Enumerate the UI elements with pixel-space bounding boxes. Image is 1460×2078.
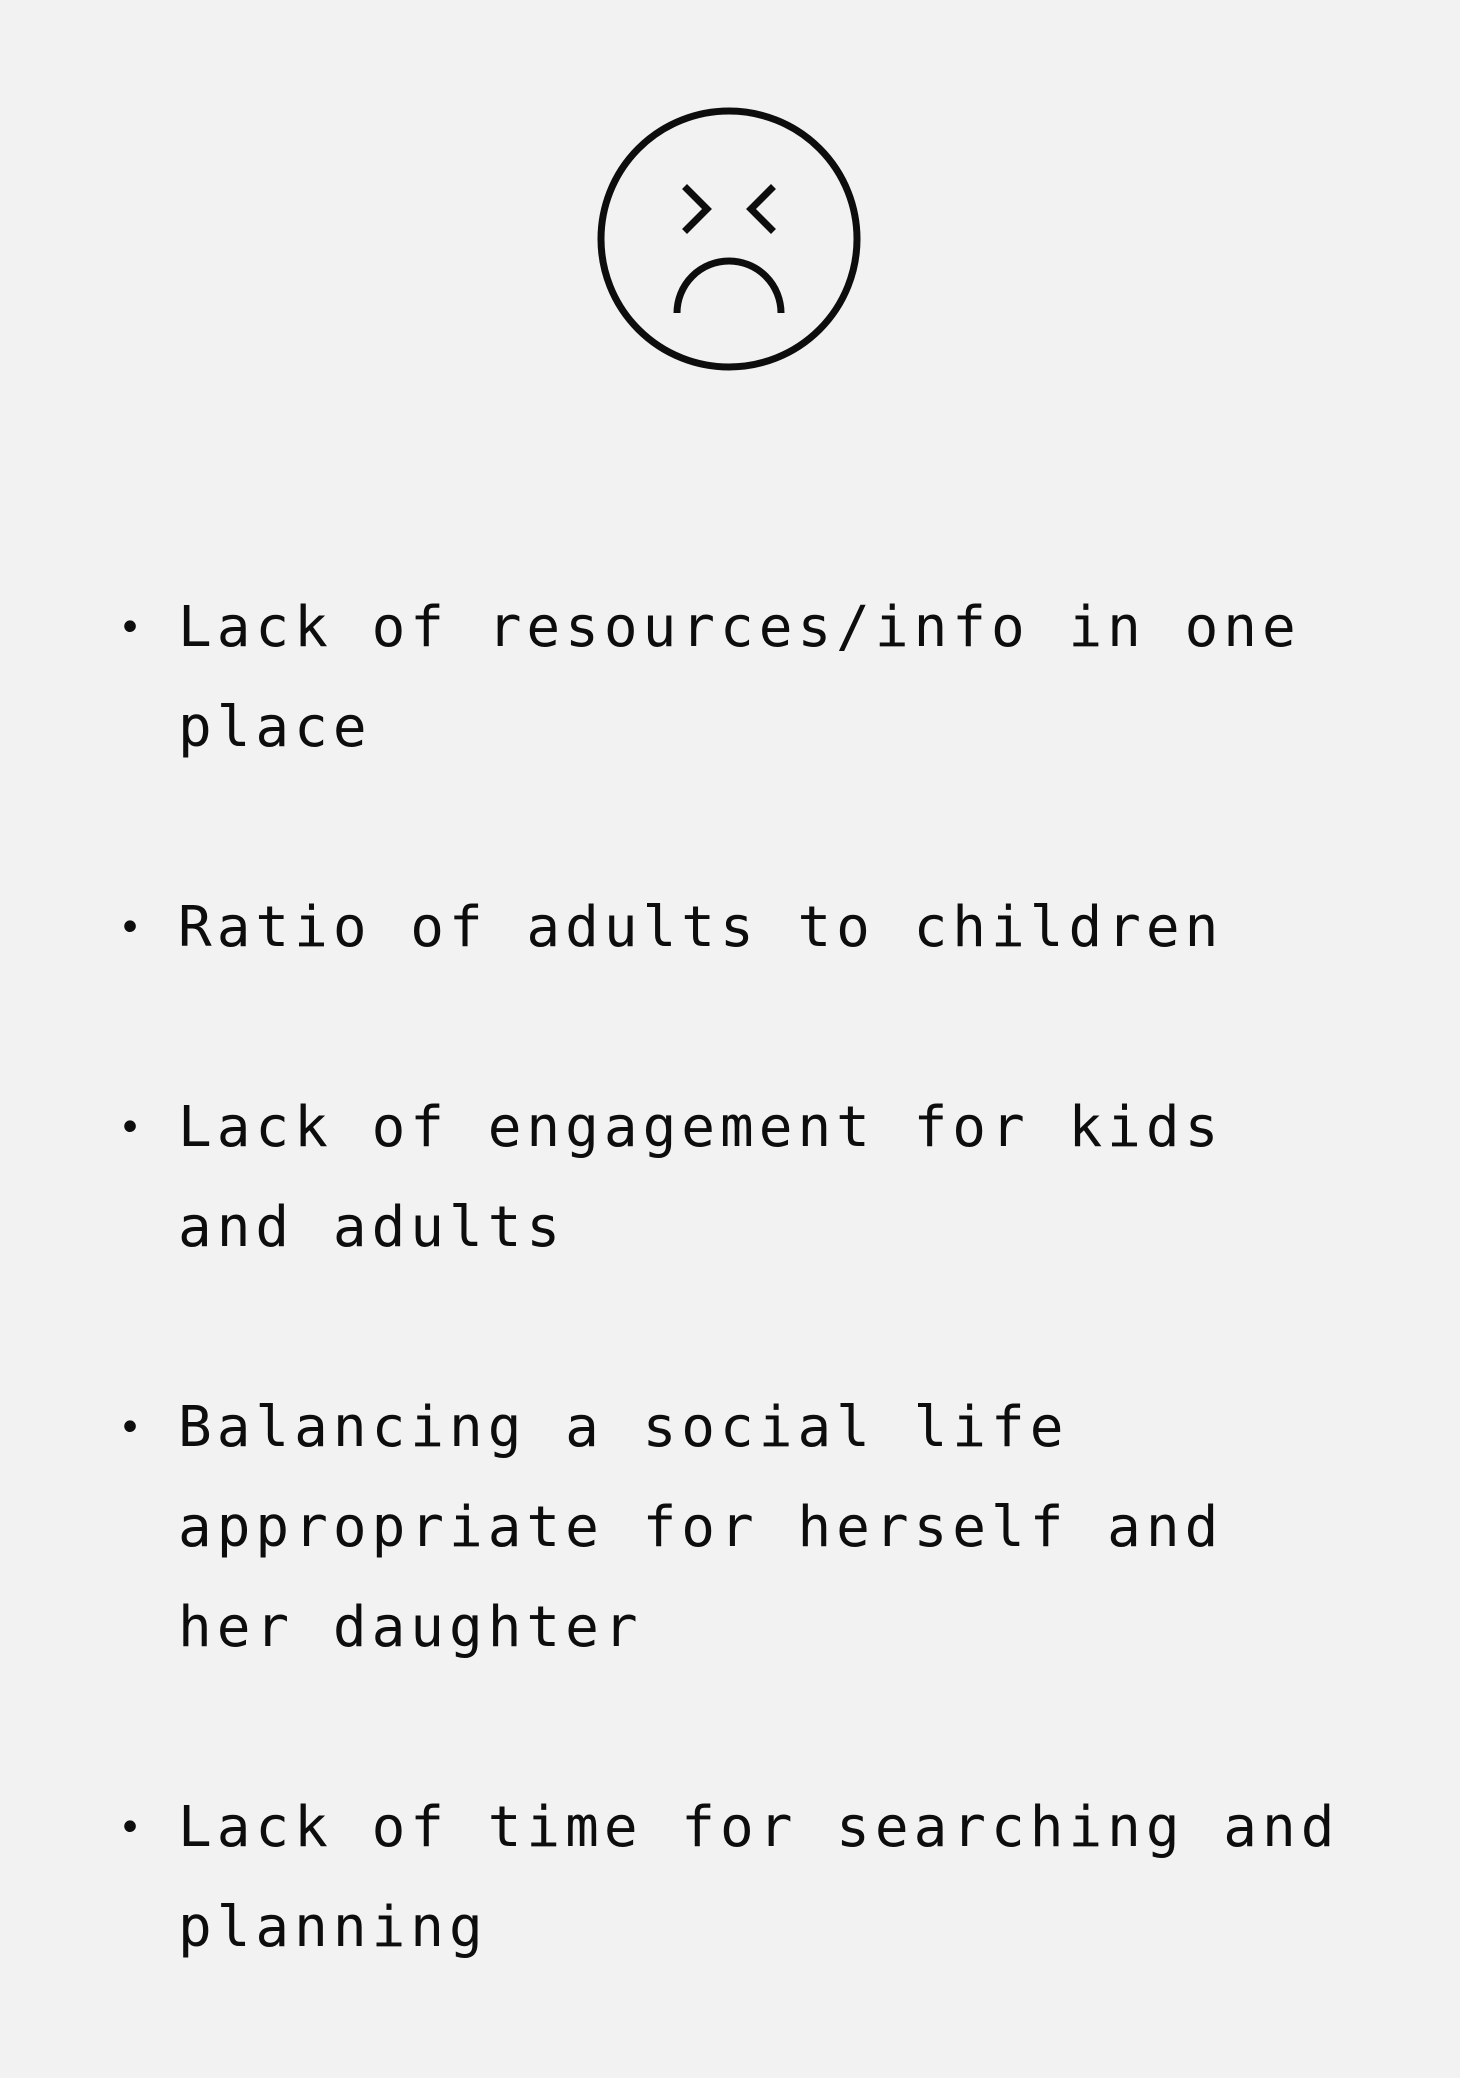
list-item (108, 1078, 1368, 1278)
bullet-icon: • (118, 1405, 148, 1451)
list-item (108, 1778, 1368, 1978)
list-item (108, 1378, 1368, 1678)
bullet-icon: • (118, 905, 148, 951)
list-item-text: Lack of engagement for kids and adults (178, 1095, 1224, 1260)
list-item-text: Balancing a social life appropriate for herself and her daughter (178, 1395, 1224, 1660)
list-item (108, 878, 1368, 978)
bullet-icon: • (118, 605, 148, 651)
list-item-text: Lack of time for searching and planning (178, 1795, 1340, 1960)
bullet-icon: • (118, 1105, 148, 1151)
list-item-text: Ratio of adults to children (178, 895, 1224, 960)
list-item (108, 578, 1368, 778)
list-item-text: Lack of resources/info in one place (178, 595, 1301, 760)
frustrated-face-icon (595, 105, 863, 373)
bullet-icon: • (118, 1805, 148, 1851)
pain-points-list (108, 578, 1368, 2078)
